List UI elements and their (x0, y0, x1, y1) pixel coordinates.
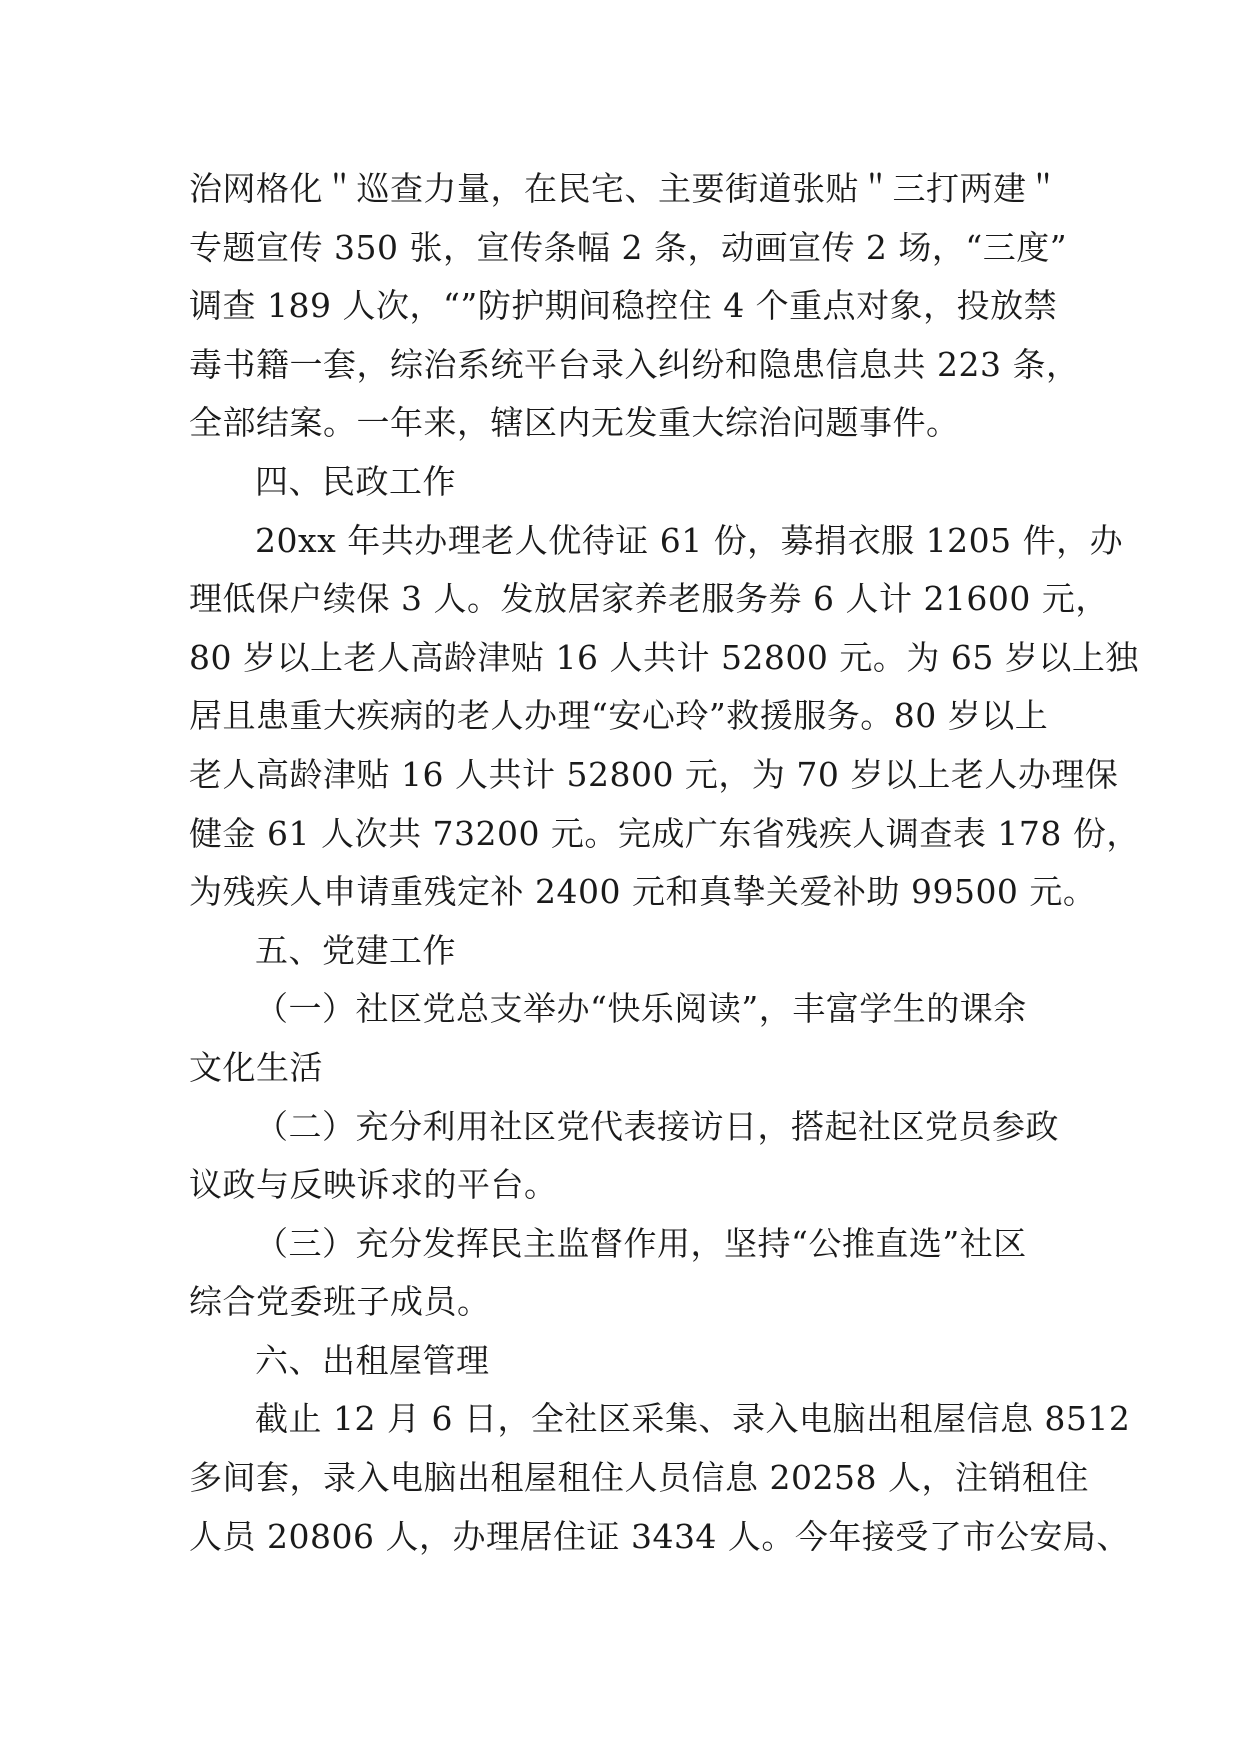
text-line: 文化生活 (189, 1047, 323, 1087)
text-line: 健金 61 人次共 73200 元。完成广东省残疾人调查表 178 份， (189, 813, 1140, 853)
document-body (189, 160, 1140, 1566)
text-line: 专题宣传 350 张，宣传条幅 2 条，动画宣传 2 场，“三度” (189, 227, 1068, 267)
text-line: （二）充分利用社区党代表接访日，搭起社区党员参政 (255, 1106, 1059, 1146)
text-line: 为残疾人申请重残定补 2400 元和真挚关爱补助 99500 元。 (189, 872, 1097, 912)
text-line: 20xx 年共办理老人优待证 61 份，募捐衣服 1205 件，办 (255, 520, 1124, 560)
section-heading: 六、出租屋管理 (255, 1340, 490, 1380)
text-line: （一）社区党总支举办“快乐阅读”，丰富学生的课余 (255, 989, 1027, 1029)
text-line: 治网格化＂巡查力量，在民宅、主要街道张贴＂三打两建＂ (189, 169, 1060, 208)
text-line: 老人高龄津贴 16 人共计 52800 元，为 70 岁以上老人办理保 (189, 754, 1119, 794)
text-line: 毒书籍一套，综治系统平台录入纠纷和隐患信息共 223 条， (189, 344, 1080, 384)
section-heading: 五、党建工作 (255, 930, 456, 970)
text-line: 综合党委班子成员。 (189, 1282, 491, 1322)
text-line: （三）充分发挥民主监督作用，坚持“公推直选”社区 (255, 1223, 1027, 1263)
text-line: 全部结案。一年来，辖区内无发重大综治问题事件。 (189, 403, 960, 443)
text-line: 议政与反映诉求的平台。 (189, 1165, 558, 1205)
text-line: 多间套，录入电脑出租屋租住人员信息 20258 人，注销租住 (189, 1458, 1089, 1498)
section-heading: 四、民政工作 (255, 461, 456, 501)
text-line: 人员 20806 人，办理居住证 3434 人。今年接受了市公安局、 (189, 1516, 1130, 1556)
text-line: 居且患重大疾病的老人办理“安心玲”救援服务。80 岁以上 (189, 696, 1049, 736)
text-line: 80 岁以上老人高龄津贴 16 人共计 52800 元。为 65 岁以上独 (189, 637, 1139, 677)
text-line: 理低保户续保 3 人。发放居家养老服务券 6 人计 21600 元， (189, 579, 1109, 619)
text-line: 调查 189 人次，“”防护期间稳控住 4 个重点对象，投放禁 (189, 286, 1058, 326)
text-line: 截止 12 月 6 日，全社区采集、录入电脑出租屋信息 8512 (255, 1399, 1131, 1439)
